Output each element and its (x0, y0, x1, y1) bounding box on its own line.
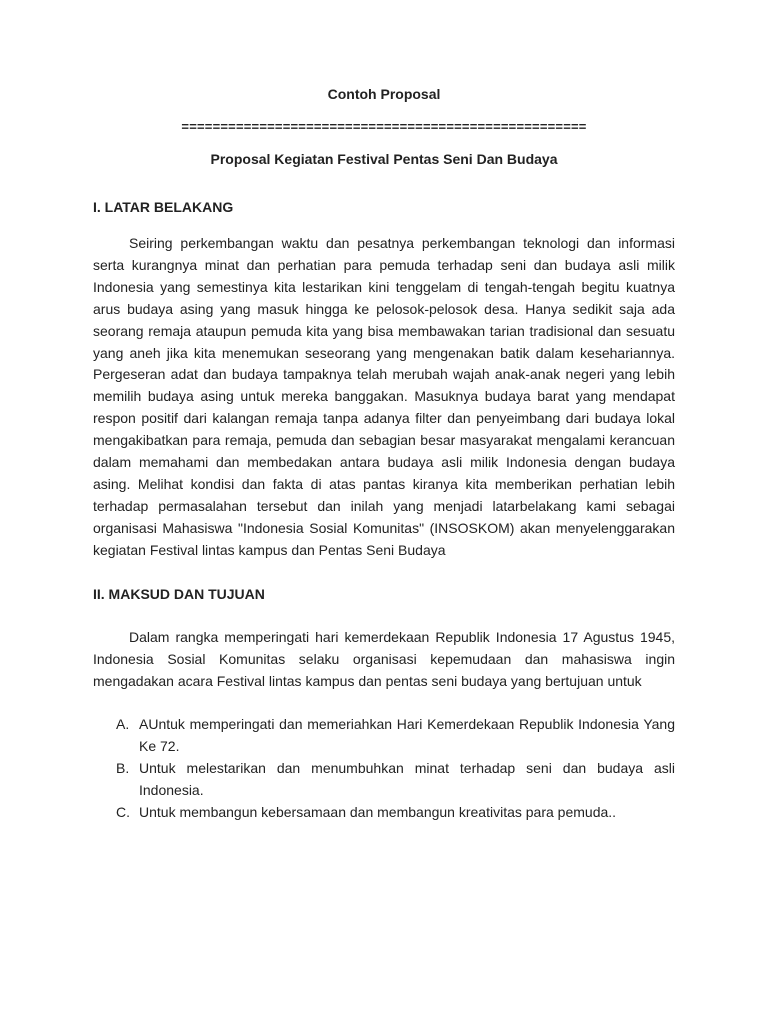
title-divider: ==================================================== (181, 119, 587, 134)
list-item (93, 714, 675, 758)
section-paragraph-maksud-tujuan: Dalam rangka memperingati hari kemerdekaan Republik Indonesia 17 Agustus 1945, Indonesia Sosial Komunitas selaku organisasi kepemudaan dan mahasiswa ingin mengadakan acara Festival lintas kampus dan pentas seni budaya yang bertujuan untuk (93, 629, 675, 689)
list-marker: A. (116, 716, 130, 732)
list-item (93, 802, 675, 824)
section-heading-latar-belakang: I. LATAR BELAKANG (93, 199, 234, 215)
list-item-text: Untuk membangun kebersamaan dan membangun kreativitas para pemuda.. (139, 803, 617, 820)
section-heading-maksud-tujuan: II. MAKSUD DAN TUJUAN (93, 586, 265, 602)
document-subtitle: Proposal Kegiatan Festival Pentas Seni Dan Budaya (210, 151, 558, 167)
list-marker: C. (116, 803, 130, 820)
list-item-text: Untuk melestarikan dan menumbuhkan minat terhadap seni dan budaya asli Indonesia. (139, 759, 675, 798)
list-item (93, 758, 675, 802)
list-marker: B. (116, 759, 130, 776)
objectives-list (93, 714, 675, 824)
section-paragraph-latar-belakang: Seiring perkembangan waktu dan pesatnya perkembangan teknologi dan informasi serta kurangnya minat dan perhatian para pemuda terhadap seni dan budaya asli milik Indonesia yang semestinya kita lestarikan kini tenggelam di tengah-tengah begitu kuatnya arus budaya asing yang masuk hingga ke pelosok-pelosok desa. Hanya sedikit saja ada seorang remaja ataupun pemuda kita yang bisa membawakan tarian tradisional dan sesuatu yang aneh jika kita menemukan seseorang yang mengenakan batik dalam kesehariannya. Pergeseran adat dan budaya tampaknya telah merubah wajah anak-anak negeri yang lebih memilih budaya asing untuk mereka banggakan. Masuknya budaya barat yang mendapat respon positif dari kalangan remaja tanpa adanya filter dan penyeimbang dari budaya lokal mengakibatkan para remaja, pemuda dan sebagian besar masyarakat mengalami kerancuan dalam memahami dan membedakan antara budaya asli milik Indonesia dengan budaya asing. Melihat kondisi dan fakta di atas pantas kiranya kita memberikan perhatian lebih terhadap permasalahan tersebut dan inilah yang menjadi latarbelakang kami sebagai organisasi Mahasiswa "Indonesia Sosial Komunitas" (INSOSKOM) akan menyelenggarakan kegiatan Festival lintas kampus dan Pentas Seni Budaya (93, 235, 675, 558)
document-title: Contoh Proposal (327, 86, 441, 102)
list-item-text: AUntuk memperingati dan memeriahkan Hari Kemerdekaan Republik Indonesia Yang Ke 72. (139, 716, 675, 754)
